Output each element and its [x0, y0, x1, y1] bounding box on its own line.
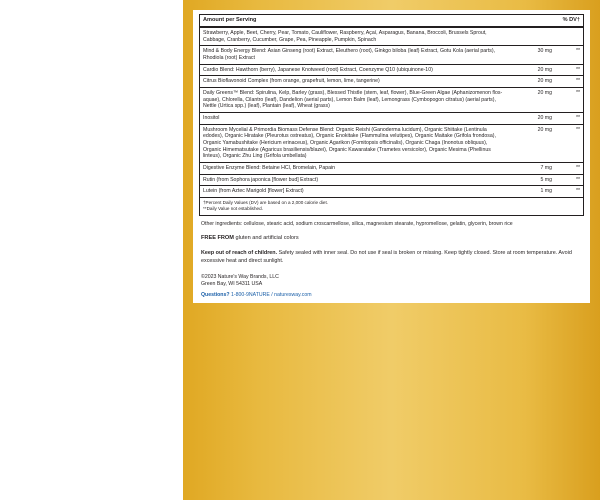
ingredient-dv: [555, 27, 583, 46]
ingredient-name: Citrus Bioflavonoid Complex (from orange, grapefruit, lemon, lime, tangerine): [200, 76, 507, 88]
ingredient-name: Cardio Blend: Hawthorn (berry), Japanese Knotweed (root) Extract, Coenzyme Q10 (ubiquinone-10): [200, 64, 507, 76]
ingredient-dv: **: [555, 174, 583, 186]
table-header-row: [200, 15, 583, 27]
warning-statement: [201, 250, 582, 266]
ingredient-name: Inositol: [200, 113, 507, 125]
ingredient-amount: 20 mg: [507, 76, 555, 88]
ingredient-name: Digestive Enzyme Blend: Betaine HCl, Bromelain, Papain: [200, 163, 507, 175]
ingredient-dv: **: [555, 124, 583, 162]
footnote-dv-not-established: **Daily Value not established.: [203, 206, 263, 212]
footnote-dv-basis: †Percent Daily Values (DV) are based on a 2,000 calorie diet.: [203, 199, 329, 205]
table-row: [200, 76, 583, 88]
supplement-facts-table: [200, 15, 583, 198]
table-row: [200, 113, 583, 125]
ingredient-amount: 20 mg: [507, 64, 555, 76]
table-row: [200, 163, 583, 175]
ingredient-name: Strawberry, Apple, Beet, Cherry, Pear, Tomato, Cauliflower, Raspberry, Açaí, Asparagus, Banana, Broccoli, Brussels Sprout, Cabbage, Cranberry, Cucumber, Grape, Pea, Pineapple, Pumpkin, Spinach: [200, 27, 507, 46]
ingredient-amount: 5 mg: [507, 174, 555, 186]
table-row: [200, 88, 583, 113]
ingredient-name: Daily Greens™ Blend: Spirulina, Kelp, Barley (grass), Blessed Thistle (stem, leaf, flower), Blue-Green Algae (Aphanizomenon flos-aquae), Chlorella, Cilantro (leaf), Dandelion (aerial parts), Lemon Balm (leaf), Lemongrass (Cymbopogon citratus) (aerial parts), Nettle (Urtica spp.) (leaf), Plantain (leaf), Wheat (grass): [200, 88, 507, 113]
ingredient-name: Mushroom Mycelial & Primordia Biomass Defense Blend: Organic Reishi (Ganoderma lucidum), Organic Shiitake (Lentinula edodes), Organic Hiratake (Pleurotus ostreatus), Organic Enokitake (Flammulina velutipes), Organic Maitake (Grifola frondosa), Organic Yamabushitake (Hericium erinaceus), Organic Agarikon (Fomitopsis officinalis), Organic Chaga (Inonotus obliquus), Organic Himematsutake (Agaricus brasiliensis/blazei), Organic Kawaratake (Trametes versicolor), Organic Mesima (Phellinus linteus), Organic Zhu Ling (Grifola umbellata): [200, 124, 507, 162]
company-line-2: Green Bay, WI 54311 USA: [201, 281, 263, 288]
ingredient-name: Lutein (from Aztec Marigold [flower] Extract): [200, 186, 507, 198]
ingredient-name: Mind & Body Energy Blend: Asian Ginseng (root) Extract, Eleuthero (root), Ginkgo biloba (leaf) Extract, Gotu Kola (aerial parts), Rhodiola (root) Extract: [200, 46, 507, 64]
table-row: [200, 64, 583, 76]
label-white-panel: [193, 10, 590, 303]
ingredient-dv: **: [555, 64, 583, 76]
ingredient-dv: **: [555, 46, 583, 64]
header-amount-per-serving: Amount per Serving: [200, 15, 507, 27]
header-dv: % DV†: [555, 15, 583, 27]
ingredient-amount: 1 mg: [507, 186, 555, 198]
questions-line[interactable]: [201, 292, 582, 300]
supplement-facts-box: [199, 14, 584, 216]
ingredient-amount: [507, 27, 555, 46]
warning-text: Safety sealed with inner seal. Do not use if seal is broken or missing. Keep tightly closed. Store at room temperature. Avoid excessive heat and direct sunlight.: [201, 250, 572, 264]
ingredient-dv: **: [555, 163, 583, 175]
ingredient-dv: **: [555, 113, 583, 125]
table-row: [200, 46, 583, 64]
warning-bold: Keep out of reach of children.: [201, 250, 278, 257]
ingredient-amount: 20 mg: [507, 113, 555, 125]
ingredient-amount: 20 mg: [507, 124, 555, 162]
company-line-1: ©2023 Nature's Way Brands, LLC: [201, 273, 279, 280]
questions-label: Questions?: [201, 291, 230, 298]
table-row: [200, 27, 583, 46]
ingredient-name: Rutin (from Sophora japonica [flower bud] Extract): [200, 174, 507, 186]
questions-url[interactable]: naturesway.com: [272, 291, 312, 298]
label-body-text: [199, 216, 584, 300]
free-from-text: gluten and artificial colors: [233, 235, 299, 242]
ingredient-amount: 7 mg: [507, 163, 555, 175]
footnotes: [200, 198, 583, 215]
supplement-label-panel: [183, 0, 600, 500]
table-row: [200, 124, 583, 162]
table-row: [200, 186, 583, 198]
ingredient-amount: 20 mg: [507, 88, 555, 113]
free-from-label: FREE FROM: [201, 235, 234, 242]
ingredient-dv: **: [555, 186, 583, 198]
ingredient-amount: 30 mg: [507, 46, 555, 64]
free-from-statement: [201, 235, 582, 243]
other-ingredients: Other ingredients: cellulose, stearic acid, sodium croscarmellose, silica, magnesium stearate, hypromellose, gelatin, glycerin, brown rice: [201, 220, 513, 227]
ingredient-dv: **: [555, 76, 583, 88]
ingredient-dv: **: [555, 88, 583, 113]
header-amount-spacer: [507, 15, 555, 27]
questions-phone[interactable]: 1-800-9NATURE /: [229, 291, 273, 298]
company-info: [201, 274, 582, 289]
table-row: [200, 174, 583, 186]
